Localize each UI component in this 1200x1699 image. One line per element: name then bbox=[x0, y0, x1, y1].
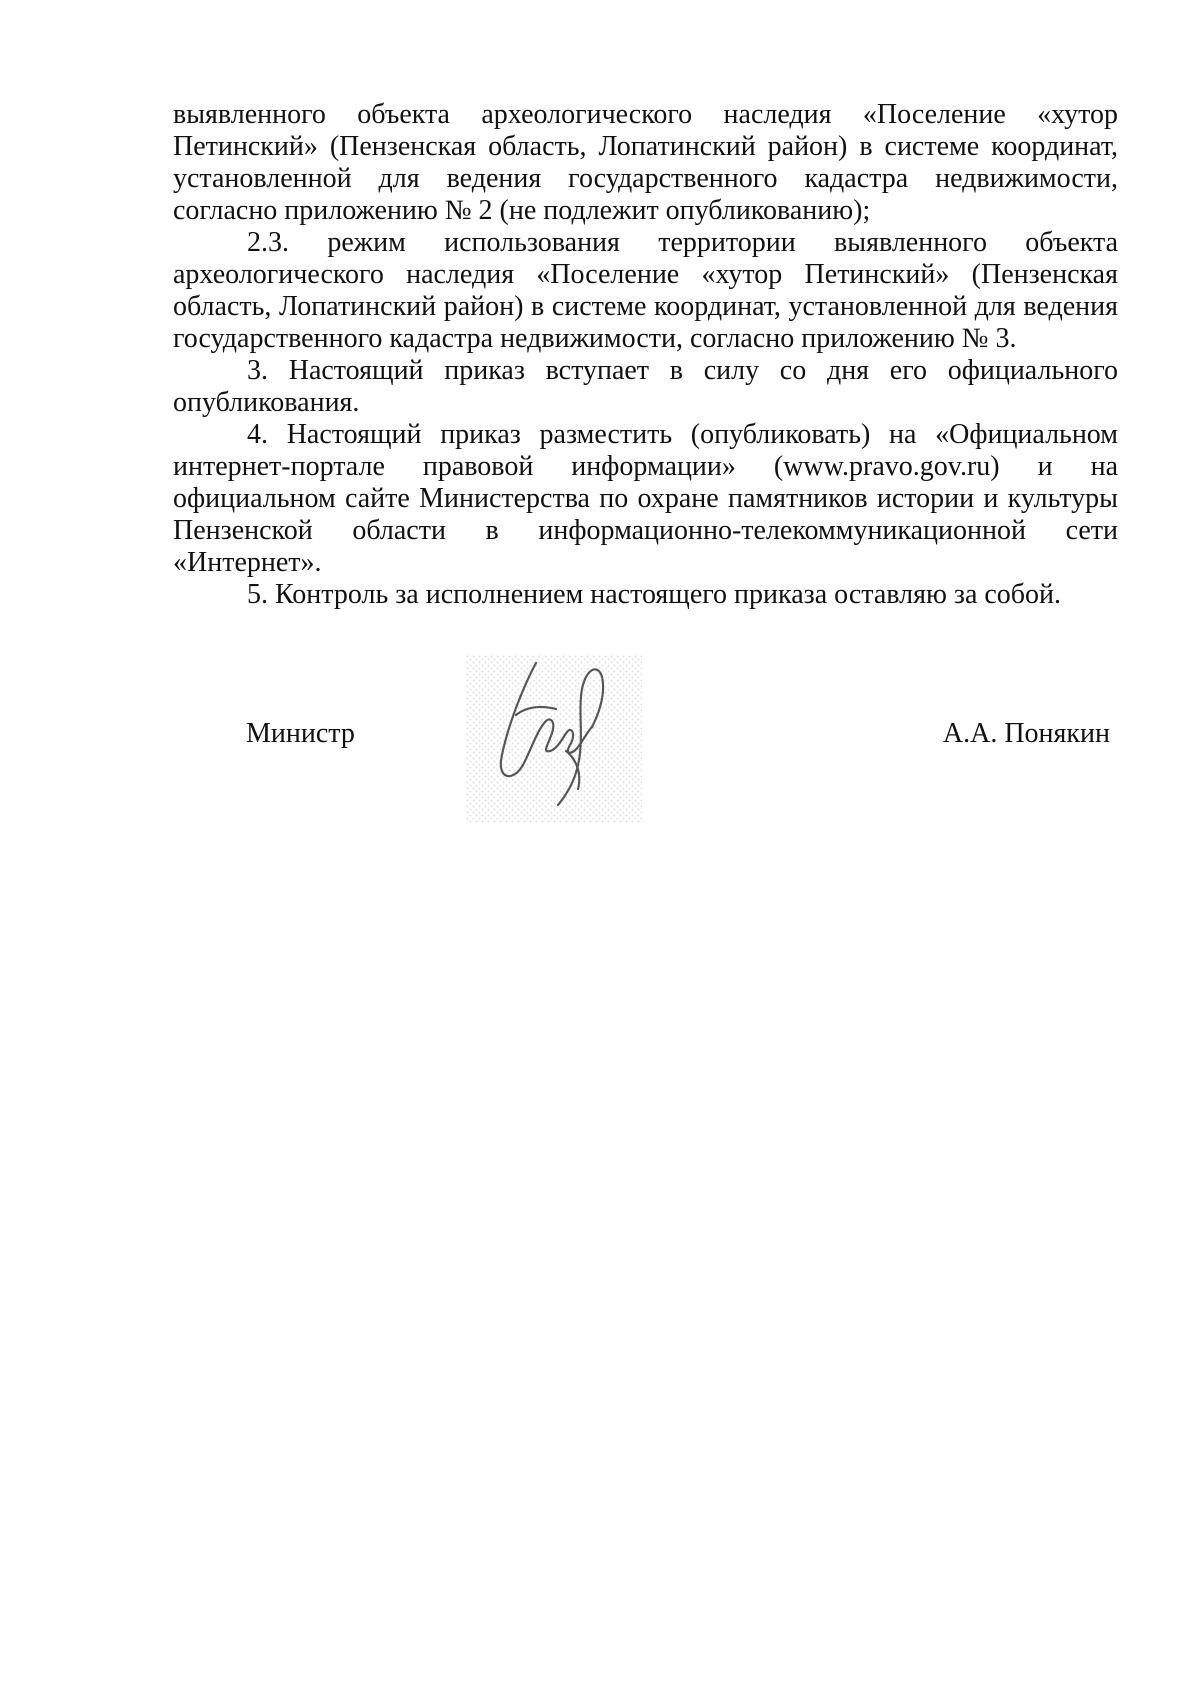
handwritten-signature bbox=[466, 655, 642, 823]
signatory-name: А.А. Понякин bbox=[942, 718, 1110, 749]
paragraph-4: 4. Настоящий приказ разместить (опубликовать) на «Официальном интернет-портале правовой информации» (www.pravo.gov.ru) и на официальном сайте Министерства по охране памятников истории и культуры Пензенской области в информационно-телекоммуникационной сети «Интернет». bbox=[173, 419, 1118, 578]
document-body bbox=[173, 99, 1118, 611]
paragraph-2-2-continuation: выявленного объекта археологического наследия «Поселение «хутор Петинский» (Пензенская область, Лопатинский район) в системе координат, установленной для ведения государственного кадастра недвижимости, согласно приложению № 2 (не подлежит опубликованию); bbox=[173, 99, 1118, 226]
paragraph-3: 3. Настоящий приказ вступает в силу со дня его официального опубликования. bbox=[173, 355, 1118, 418]
paragraph-5: 5. Контроль за исполнением настоящего приказа оставляю за собой. bbox=[247, 579, 1062, 610]
paragraph-2-3: 2.3. режим использования территории выявленного объекта археологического наследия «Поселение «хутор Петинский» (Пензенская область, Лопатинский район) в системе координат, установленной для ведения государственного кадастра недвижимости, согласно приложению № 3. bbox=[173, 227, 1118, 354]
signature-block bbox=[0, 655, 1200, 825]
signatory-title: Министр bbox=[246, 718, 355, 749]
